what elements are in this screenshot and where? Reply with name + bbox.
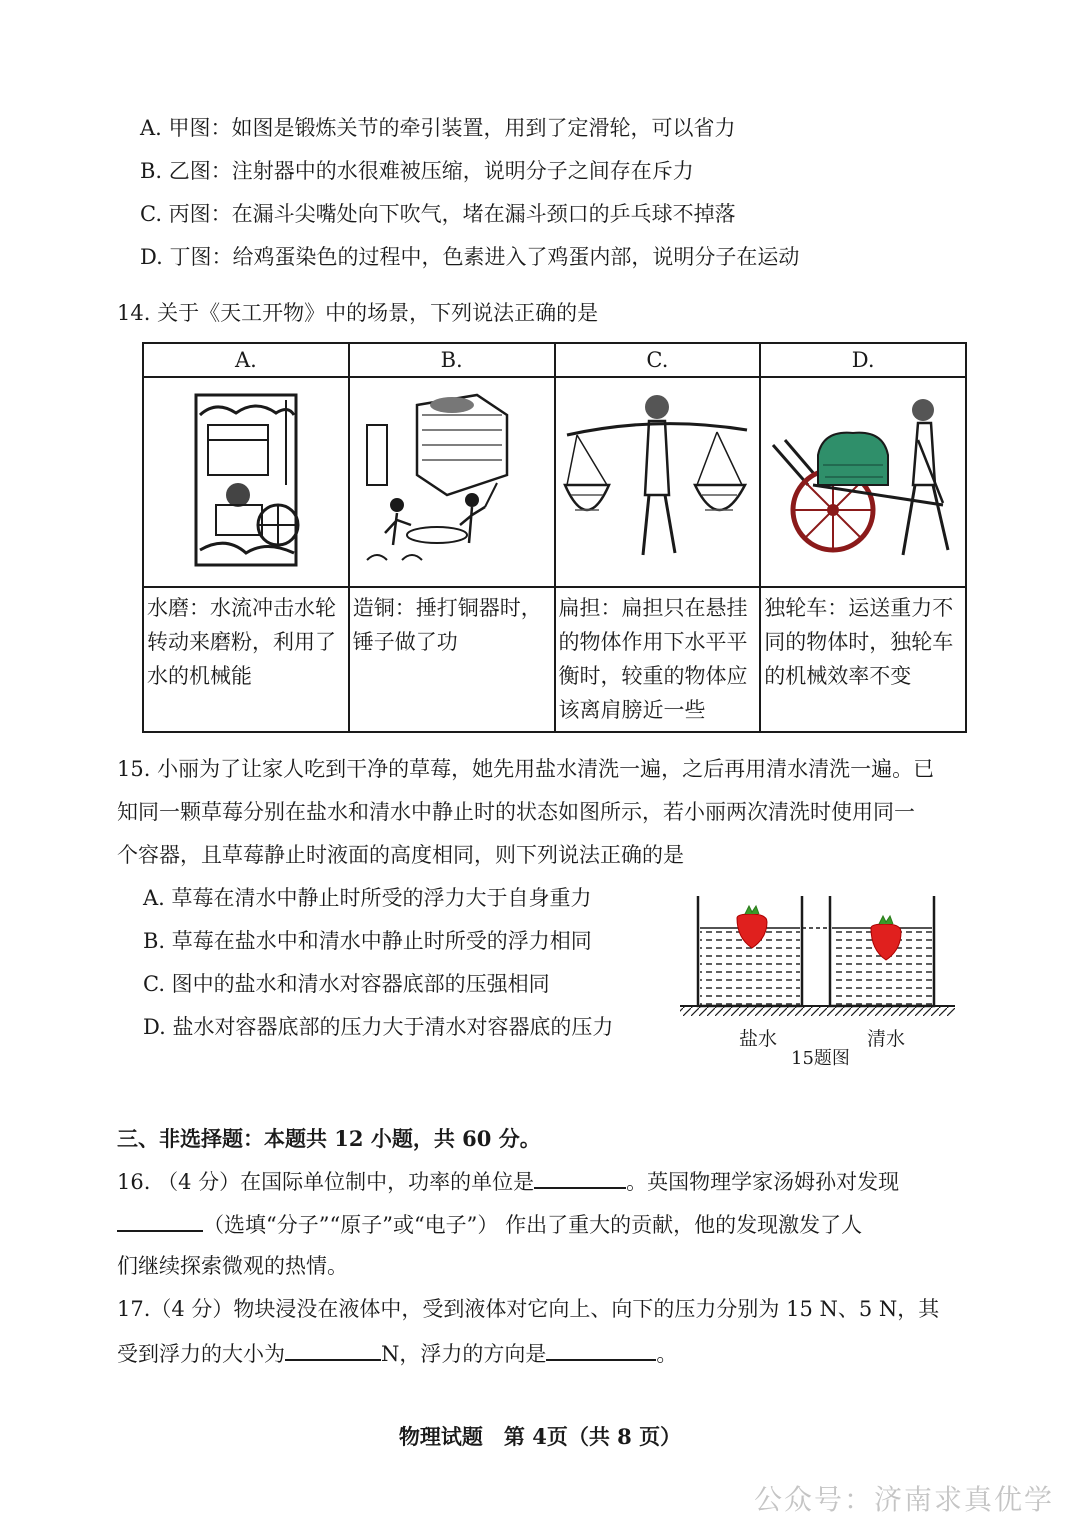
q13-option-b: B. 乙图：注射器中的水很难被压缩，说明分子之间存在斥力 — [140, 159, 694, 183]
q14-header-d: D. — [760, 343, 966, 377]
q14-picture-cell-b — [349, 377, 555, 587]
q14-caption-text-b: 造铜：捶打铜器时，锤子做了功 — [352, 596, 542, 654]
q13-option-c: C. 丙图：在漏斗尖嘴处向下吹气，堵在漏斗颈口的乒乓球不掉落 — [140, 202, 736, 226]
q16-blank-2[interactable] — [117, 1208, 203, 1232]
q16-blank-1[interactable] — [534, 1165, 626, 1189]
q14-header-b: B. — [349, 343, 555, 377]
q16-line-3: 们继续探索微观的热情。 — [117, 1254, 348, 1278]
q16-line-1 — [117, 1165, 899, 1197]
q14-picture-cell-a — [143, 377, 349, 587]
q16-line-1-text-a: 16. （4 分）在国际单位制中，功率的单位是 — [117, 1170, 535, 1194]
water-mill-illustration — [176, 385, 316, 575]
q15-figure-caption: 15题图 — [791, 1048, 850, 1069]
copper-forging-illustration — [357, 385, 547, 575]
q15-label-salt-water: 盐水 — [739, 1028, 778, 1050]
q17-line-2-text-a: 受到浮力的大小为 — [117, 1342, 285, 1366]
q15-option-d: D. 盐水对容器底部的压力大于清水对容器底的压力 — [143, 1015, 614, 1039]
carrying-pole-illustration — [557, 385, 757, 575]
q16-line-2-text: （选填“分子”“原子”或“电子”） 作出了重大的贡献，他的发现激发了人 — [203, 1213, 863, 1237]
q14-caption-text-d: 独轮车：运送重力不同的物体时，独轮车的机械效率不变 — [764, 596, 954, 688]
q14-picture-cell-d — [760, 377, 966, 587]
q17-blank-1[interactable] — [285, 1337, 381, 1361]
q14-header-c: C. — [555, 343, 761, 377]
q14-caption-c — [555, 587, 761, 732]
q13-option-a: A. 甲图：如图是锻炼关节的牵引装置，用到了定滑轮，可以省力 — [140, 116, 736, 140]
q14-caption-text-c: 扁担：扁担只在悬挂的物体作用下水平平衡时，较重的物体应该离肩膀近一些 — [558, 596, 748, 722]
wheelbarrow-illustration — [763, 385, 963, 575]
q16-line-2 — [117, 1208, 862, 1240]
q15-option-b: B. 草莓在盐水中和清水中静止时所受的浮力相同 — [143, 929, 592, 953]
q14-caption-a — [143, 587, 349, 732]
q15-option-c: C. 图中的盐水和清水对容器底部的压强相同 — [143, 972, 550, 996]
q13-option-d: D. 丁图：给鸡蛋染色的过程中，色素进入了鸡蛋内部，说明分子在运动 — [140, 245, 800, 269]
q15-option-a: A. 草莓在清水中静止时所受的浮力大于自身重力 — [143, 886, 592, 910]
q16-line-1-text-b: 。英国物理学家汤姆孙对发现 — [626, 1170, 900, 1194]
watermark: 公众号：济南求真优学 — [753, 1483, 1054, 1516]
q17-line-2-text-c: 。 — [656, 1342, 678, 1366]
q15-stem-line-2: 知同一颗草莓分别在盐水和清水中静止时的状态如图所示，若小丽两次清洗时使用同一 — [117, 800, 915, 824]
q14-stem: 14. 关于《天工开物》中的场景，下列说法正确的是 — [117, 301, 599, 325]
q14-caption-b — [349, 587, 555, 732]
q17-line-2-text-b: N，浮力的方向是 — [381, 1342, 547, 1366]
page-footer: 物理试题 第 4页（共 8 页） — [398, 1424, 682, 1449]
section-3-title: 三、非选择题：本题共 12 小题，共 60 分。 — [117, 1126, 541, 1151]
q15-figure — [675, 888, 965, 1078]
q15-stem-line-3: 个容器，且草莓静止时液面的高度相同，则下列说法正确的是 — [117, 843, 684, 867]
q14-caption-d — [760, 587, 966, 732]
q17-line-2 — [117, 1337, 677, 1369]
q14-picture-cell-c — [555, 377, 761, 587]
q14-caption-text-a: 水磨：水流冲击水轮转动来磨粉，利用了水的机械能 — [147, 596, 336, 688]
strawberry-containers-diagram — [675, 888, 965, 1028]
q15-label-clear-water: 清水 — [867, 1028, 906, 1050]
q14-table — [142, 342, 967, 733]
q17-blank-2[interactable] — [546, 1337, 656, 1361]
q14-header-a: A. — [143, 343, 349, 377]
q17-line-1: 17.（4 分）物块浸没在液体中，受到液体对它向上、向下的压力分别为 15 N、5 N，其 — [117, 1297, 940, 1321]
q15-stem-line-1: 15. 小丽为了让家人吃到干净的草莓，她先用盐水清洗一遍，之后再用清水清洗一遍。已 — [117, 757, 935, 781]
